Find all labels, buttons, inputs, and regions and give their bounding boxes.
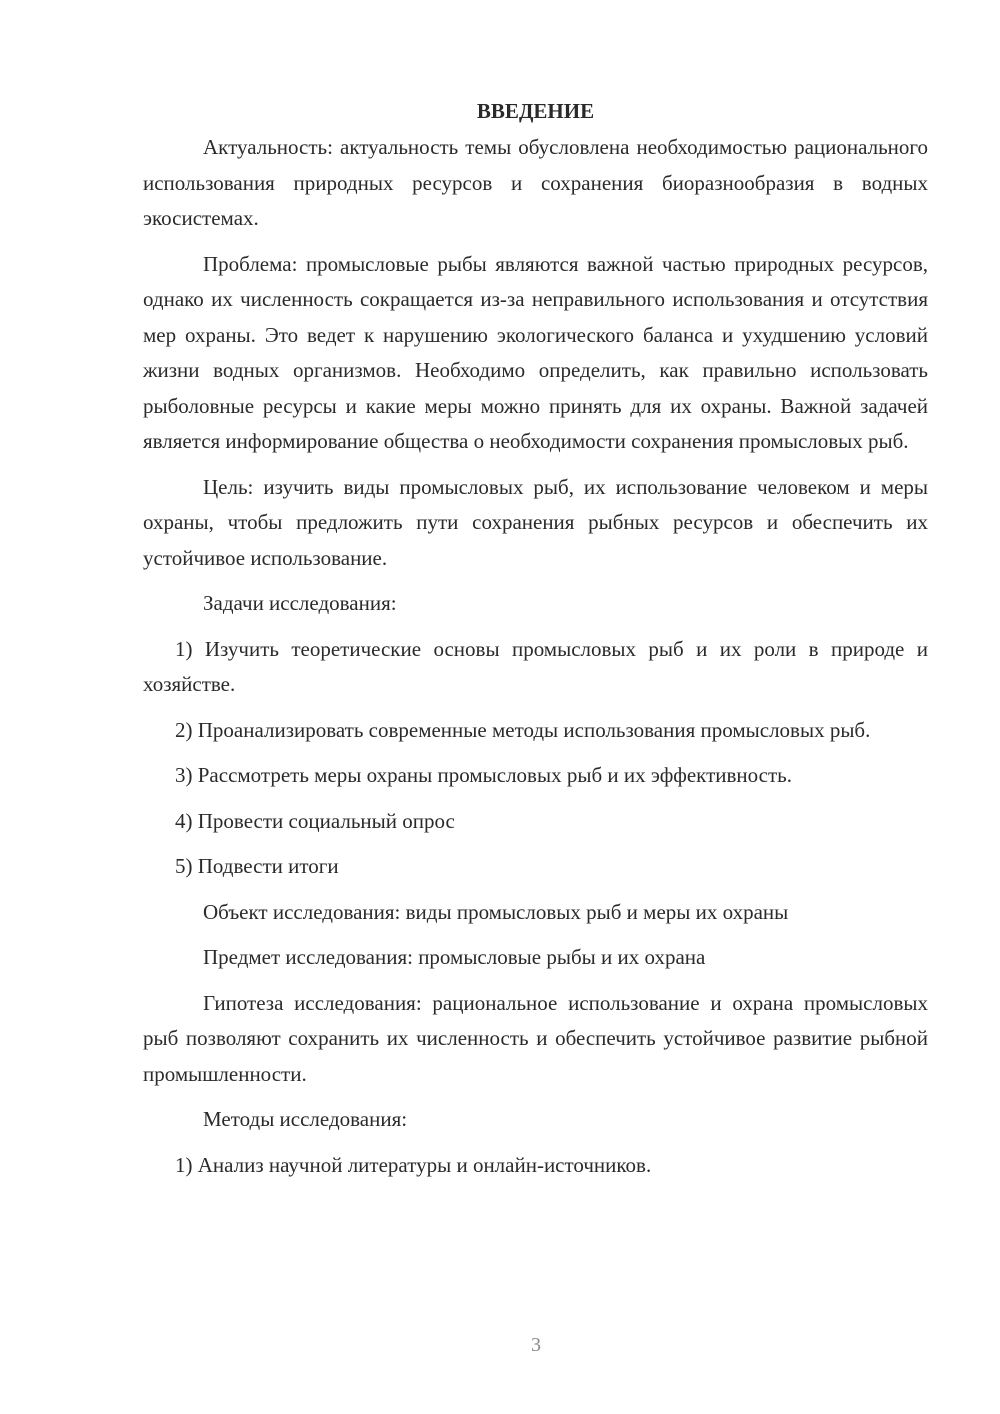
research-subject: Предмет исследования: промысловые рыбы и их охрана bbox=[203, 945, 706, 969]
page-heading: ВВЕДЕНИЕ bbox=[476, 99, 595, 123]
method-item-1: 1) Анализ научной литературы и онлайн-источников. bbox=[175, 1152, 652, 1177]
tasks-heading: Задачи исследования: bbox=[203, 591, 397, 615]
task-item-5: 5) Подвести итоги bbox=[175, 854, 339, 878]
research-object: Объект исследования: виды промысловых рыб и меры их охраны bbox=[203, 899, 789, 924]
goal-paragraph: Цель: изучить виды промысловых рыб, их использование человеком и меры охраны, чтобы предложить пути сохранения рыбных ресурсов и обеспечить их устойчивое использование. bbox=[143, 474, 928, 570]
page-content bbox=[143, 96, 928, 1183]
task-item-4: 4) Провести социальный опрос bbox=[175, 808, 455, 833]
task-item-1: 1) Изучить теоретические основы промысловых рыб и их роли в природе и хозяйстве. bbox=[143, 636, 928, 696]
page-number: 3 bbox=[531, 1334, 541, 1356]
methods-heading: Методы исследования: bbox=[203, 1107, 408, 1131]
research-hypothesis: Гипотеза исследования: рациональное использование и охрана промысловых рыб позволяют сохранить их численность и обеспечить устойчивое развитие рыбной промышленности. bbox=[143, 990, 928, 1086]
problem-paragraph: Проблема: промысловые рыбы являются важной частью природных ресурсов, однако их численность сокращается из-за неправильного использования и отсутствия мер охраны. Это ведет к нарушению экологического баланса и ухудшению условий жизни водных организмов. Необходимо определить, как правильно использовать рыболовные ресурсы и какие меры можно принять для их охраны. Важной задачей является информирование общества о необходимости сохранения промысловых рыб. bbox=[143, 251, 928, 453]
relevance-paragraph: Актуальность: актуальность темы обусловлена необходимостью рационального использования природных ресурсов и сохранения биоразнообразия в водных экосистемах. bbox=[143, 135, 928, 230]
task-item-2: 2) Проанализировать современные методы использования промысловых рыб. bbox=[175, 717, 871, 742]
task-item-3: 3) Рассмотреть меры охраны промысловых рыб и их эффективность. bbox=[175, 763, 792, 787]
